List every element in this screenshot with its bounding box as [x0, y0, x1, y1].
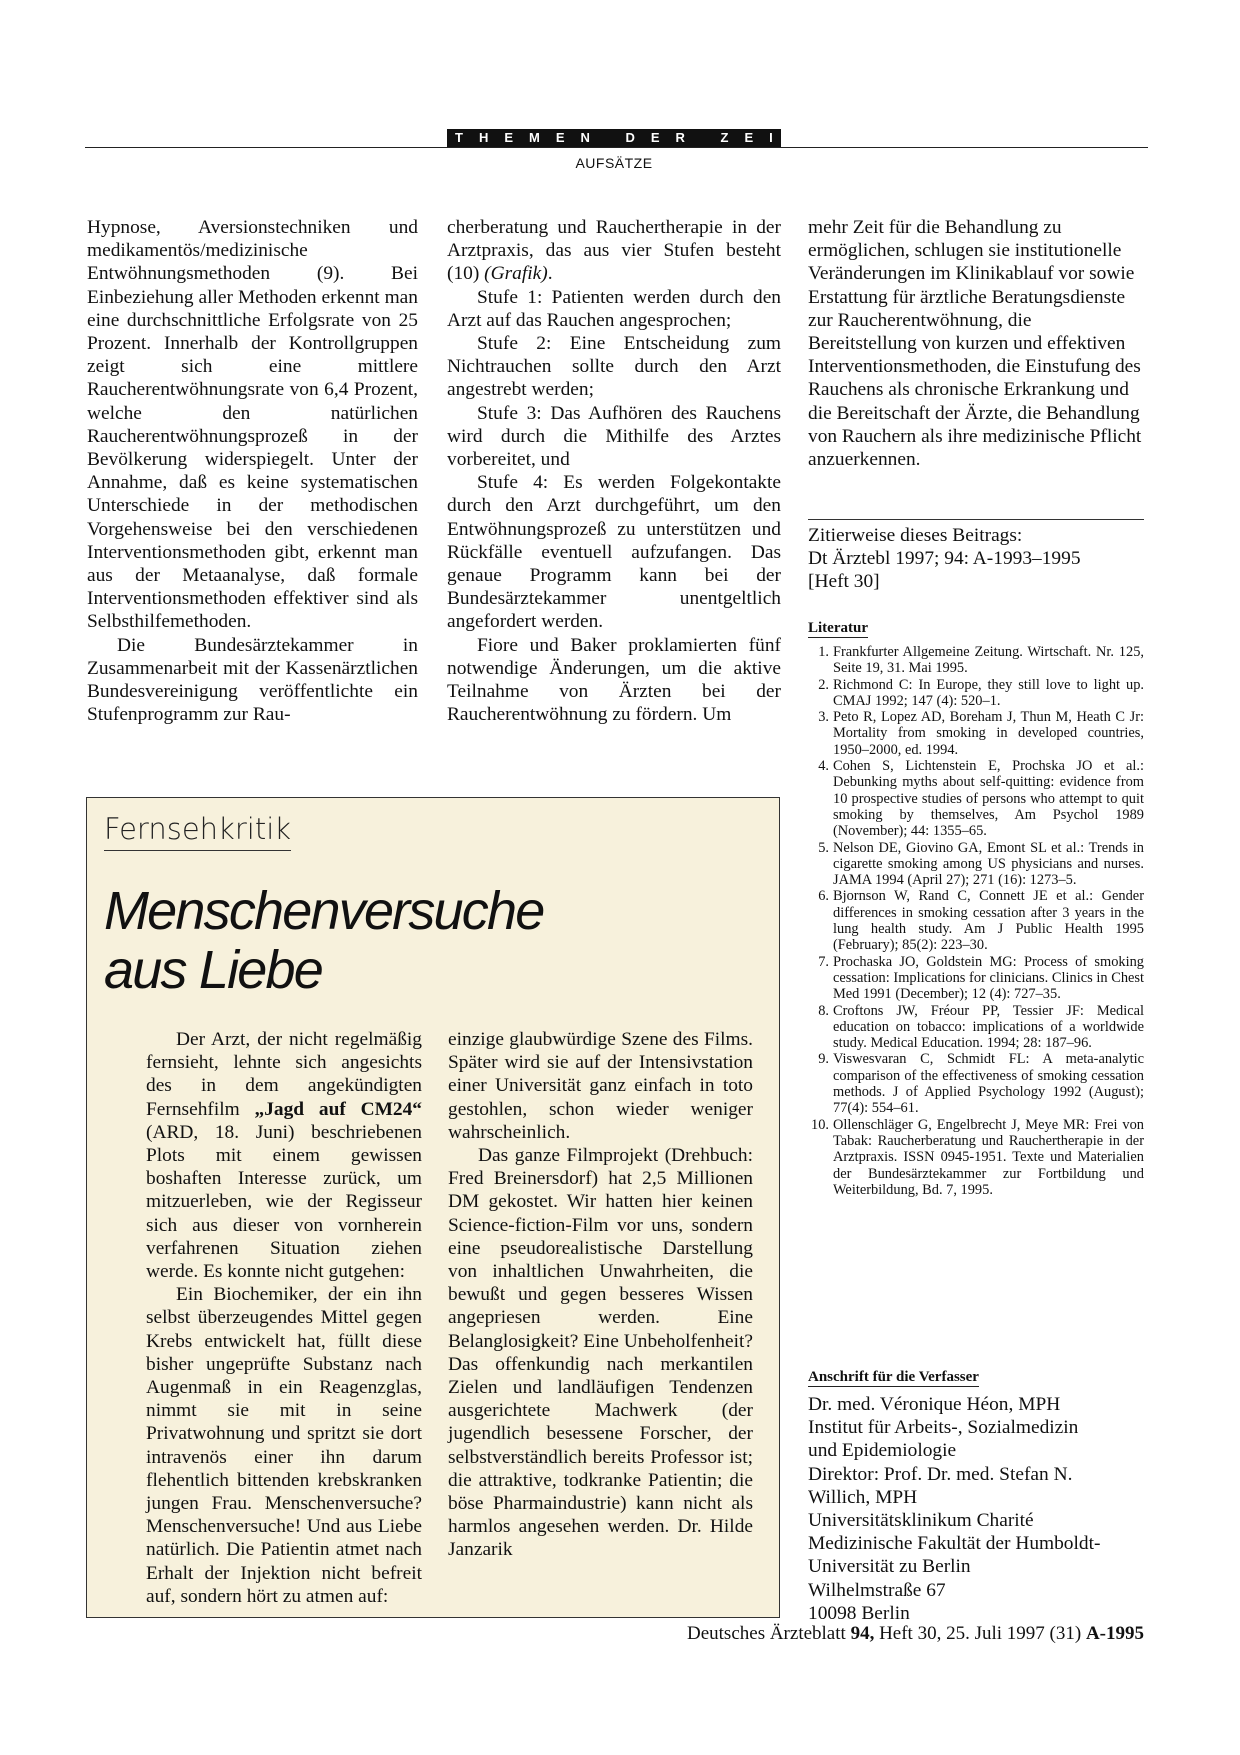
literature-item — [808, 888, 1144, 953]
paragraph: Das ganze Filmprojekt (Drehbuch: Fred Breinersdorf) hat 2,5 Millionen DM gekostet. Wir hatten hier keinen Science-fiction-Film vor uns, sondern eine pseudorealistische Darstellung von inhaltlichen Unwahrheiten, die bewußt und gegen besseres Wissen angepriesen werden. Eine Belanglosigkeit? Eine Unbeholfenheit? Das offenkundig nach merkantilen Zielen und landläufigen Tendenzen ausgerichtete Machwerk (der jugendlich besessene Forscher, der selbstverständlich bereits Professor ist; die attraktive, todkranke Patientin; die böse Pharmaindustrie) kann nicht als harmlos angesehen werden. Dr. Hilde Janzarik — [448, 1145, 753, 1561]
literature-item — [808, 709, 1144, 758]
paragraph — [447, 216, 781, 286]
review-title — [104, 882, 543, 1000]
literature-text: Croftons JW, Fréour PP, Tessier JF: Medical education on tobacco: implications of a worldwide study. Medical Education. 1994; 28: 187–96. — [833, 1002, 1144, 1052]
paragraph: Fiore und Baker proklamierten fünf notwendige Änderungen, um die aktive Teilnahme von Ärzten bei der Raucherentwöhnung zu fördern. Um — [447, 634, 781, 726]
header-rule — [85, 147, 1148, 148]
page-number: A-1995 — [1085, 1623, 1144, 1644]
literature-heading: Literatur — [808, 620, 868, 636]
literature-number: 8. — [818, 1002, 829, 1019]
article-column-1 — [87, 216, 418, 726]
address-line: Direktor: Prof. Dr. med. Stefan N. — [808, 1463, 1073, 1485]
rubric-label: Fernsehkritik — [104, 810, 291, 851]
page-footer — [687, 1623, 1144, 1645]
title-line: Menschenversuche — [104, 881, 544, 941]
section-kicker: THEMEN DER ZEIT — [447, 129, 781, 147]
literature-text: Prochaska JO, Goldstein MG: Process of smoking cessation: Implications for clinicians. Clinics in Chest Med 1991 (December); 12 (4): 727–35. — [833, 953, 1144, 1003]
volume: 94, — [850, 1623, 875, 1644]
film-title: „Jagd auf CM24“ — [254, 1098, 422, 1120]
paragraph: Stufe 2: Eine Entscheidung zum Nichtrauchen sollte durch den Arzt angestrebt werden; — [447, 333, 781, 401]
literature-item — [808, 840, 1144, 889]
literature-item — [808, 644, 1144, 677]
address-line: Dr. med. Véronique Héon, MPH — [808, 1394, 1061, 1415]
paragraph: Ein Biochemiker, der ein ihn selbst überzeugendes Mittel gegen Krebs entwickelt hat, füllt diese bisher ungeprüfte Substanz nach Augenmaß in ein Reagenzglas, nimmt sie mit in seine Privatwohnung und spritzt sie dort intravenös einer ihn darum flehentlich bittenden krebskranken jungen Frau. Menschenversuche? Menschenversuche! Und aus Liebe natürlich. Die Patientin atmet nach Erhalt der Injektion nicht befreit auf, sondern hört zu atmen auf: — [146, 1284, 422, 1607]
citation-line: [Heft 30] — [808, 571, 880, 593]
literature-list — [808, 644, 1144, 1198]
literature-number: 5. — [818, 839, 829, 856]
literature-item — [808, 1051, 1144, 1116]
literature-number: 3. — [818, 709, 829, 726]
figure-reference: (Grafik) — [484, 263, 548, 285]
literature-number: 9. — [818, 1051, 829, 1068]
citation-line: Dt Ärztebl 1997; 94: A-1993–1995 — [808, 548, 1081, 570]
literature-number: 4. — [818, 758, 829, 775]
literature-number: 1. — [818, 644, 829, 660]
literature-item — [808, 954, 1144, 1003]
paragraph: Stufe 1: Patienten werden durch den Arzt auf das Rauchen angesprochen; — [447, 286, 781, 331]
issue-info: Heft 30, 25. Juli 1997 (31) — [874, 1623, 1086, 1644]
literature-item — [808, 1117, 1144, 1198]
tv-review-box — [86, 797, 780, 1618]
article-column-2 — [447, 216, 781, 726]
literature-item — [808, 677, 1144, 710]
section-label: AUFSÄTZE — [575, 155, 653, 171]
text-run: (ARD, 18. Juni) beschriebenen Plots mit einem gewissen boshaften Interesse zurück, um mitzuerleben, wie der Regisseur sich aus dieser von vornherein verfahrenen Situation ziehen werde. Es konnte nicht gutgehen: — [146, 1121, 422, 1283]
address-line: Universität zu Berlin — [808, 1556, 971, 1578]
paragraph: Hypnose, Aversionstechniken und medikamentös/medizinische Entwöhnungsmethoden (9). Bei Einbeziehung aller Methoden erkennt man eine durchschnittliche Erfolgsrate von 25 Prozent. Innerhalb der Kontrollgruppen zeigt sich eine mittlere Raucherentwöhnungsrate von 6,4 Prozent, welche den natürlichen Raucherentwöhnungsprozeß in der Bevölkerung widerspiegelt. Unter der Annahme, daß es keine systematischen Unterschiede in der methodischen Vorgehensweise bei den verschiedenen Interventionsmethoden gibt, erkennt man aus der Metaanalyse, daß formale Interventionsmethoden effektiver sind als Selbsthilfemethoden. — [87, 217, 418, 633]
paragraph: einzige glaubwürdige Szene des Films. Später wird sie auf der Intensivstation einer Universität ganz einfach in toto gestohlen, schon wieder weniger wahrscheinlich. — [448, 1029, 753, 1143]
paragraph — [146, 1028, 422, 1283]
address-line: Wilhelmstraße 67 — [808, 1579, 946, 1601]
address-heading: Anschrift für die Verfasser — [808, 1369, 979, 1385]
review-column-1 — [146, 1028, 422, 1608]
literature-text: Bjornson W, Rand C, Connett JE et al.: Gender differences in smoking cessation after 3 years in the lung health study. Am J Public Health 1995 (February); 85(2): 223–30. — [833, 888, 1144, 954]
literature-text: Peto R, Lopez AD, Boreham J, Thun M, Heath C Jr: Mortality from smoking in developed countries, 1950–2000, ed. 1994. — [833, 709, 1144, 758]
article-column-3 — [808, 216, 1144, 471]
author-address — [808, 1393, 1144, 1625]
journal-name: Deutsches Ärzteblatt — [687, 1623, 851, 1644]
literature-text: Ollenschläger G, Engelbrecht J, Meye MR: Frei von Tabak: Raucherberatung und Rauchertherapie in der Arztpraxis. ISSN 0945-1951. Texte und Materialien der Bundesärztekammer zur Fortbildung und Weiterbildung, Bd. 7, 1995. — [833, 1116, 1144, 1198]
literature-text: Richmond C: In Europe, they still love to light up. CMAJ 1992; 147 (4): 520–1. — [833, 676, 1144, 709]
citation-note — [808, 519, 1144, 594]
literature-number: 10. — [811, 1116, 829, 1133]
citation-line: Zitierweise dieses Beitrags: — [808, 525, 1023, 546]
address-line: Institut für Arbeits-, Sozialmedizin — [808, 1417, 1079, 1439]
address-line: Medizinische Fakultät der Humboldt- — [808, 1533, 1101, 1555]
text-run: Der Arzt, der nicht regelmäßig fernsieht, lehnte sich angesichts des in dem angekündigten Fernsehfilm — [146, 1029, 422, 1120]
paragraph: mehr Zeit für die Behandlung zu ermöglichen, schlugen sie institutionelle Veränderungen im Klinikablauf vor sowie Erstattung für ärztliche Beratungsdienste zur Raucherentwöhnung, die Bereitstellung von kurzen und effektiven Interventionsmethoden, die Einstufung des Rauchens als chronische Erkrankung und die Bereitschaft der Ärzte, die Behandlung von Rauchern als ihre medizinische Pflicht anzuerkennen. — [808, 217, 1142, 471]
address-line: und Epidemiologie — [808, 1440, 957, 1462]
literature-text: Viswesvaran C, Schmidt FL: A meta-analytic comparison of the effectiveness of smoking cessation methods. J of Applied Psychology 1992 (August); 77(4): 554–61. — [833, 1051, 1144, 1117]
paragraph: Stufe 3: Das Aufhören des Rauchens wird durch die Mithilfe des Arztes vorbereitet, und — [447, 402, 781, 471]
literature-number: 6. — [818, 888, 829, 905]
review-column-2 — [448, 1028, 753, 1562]
literature-number: 2. — [818, 676, 829, 693]
address-line: 10098 Berlin — [808, 1602, 910, 1624]
title-line: aus Liebe — [104, 940, 322, 1000]
literature-item — [808, 1003, 1144, 1052]
text-run: cherberatung und Rauchertherapie in der Arztpraxis, das aus vier Stufen besteht (10) — [447, 217, 781, 285]
literature-text: Nelson DE, Giovino GA, Emont SL et al.: Trends in cigarette smoking among US physicians and nurses. JAMA 1994 (April 27); 271 (16): 1273–5. — [833, 839, 1144, 889]
address-line: Universitätsklinikum Charité — [808, 1510, 1034, 1532]
literature-item — [808, 758, 1144, 839]
address-line: Willich, MPH — [808, 1486, 918, 1508]
literature-text: Cohen S, Lichtenstein E, Prochska JO et al.: Debunking myths about self-quitting: evidence from 10 prospective studies of persons who attempt to quit smoking by themselves, Am Psychol 1989 (November); 44: 1355–65. — [833, 758, 1144, 840]
literature-text: Frankfurter Allgemeine Zeitung. Wirtschaft. Nr. 125, Seite 19, 31. Mai 1995. — [833, 644, 1144, 677]
paragraph: Stufe 4: Es werden Folgekontakte durch den Arzt durchgeführt, um den Entwöhnungsprozeß zu unterstützen und Rückfälle eventuell aufzufangen. Das genaue Programm kann bei der Bundesärztekammer unentgeltlich angefordert werden. — [447, 472, 781, 633]
literature-number: 7. — [818, 953, 829, 970]
text-run: . — [547, 263, 553, 285]
paragraph: Die Bundesärztekammer in Zusammenarbeit mit der Kassenärztlichen Bundesvereinigung veröffentlichte ein Stufenprogramm zur Rau- — [87, 634, 418, 726]
